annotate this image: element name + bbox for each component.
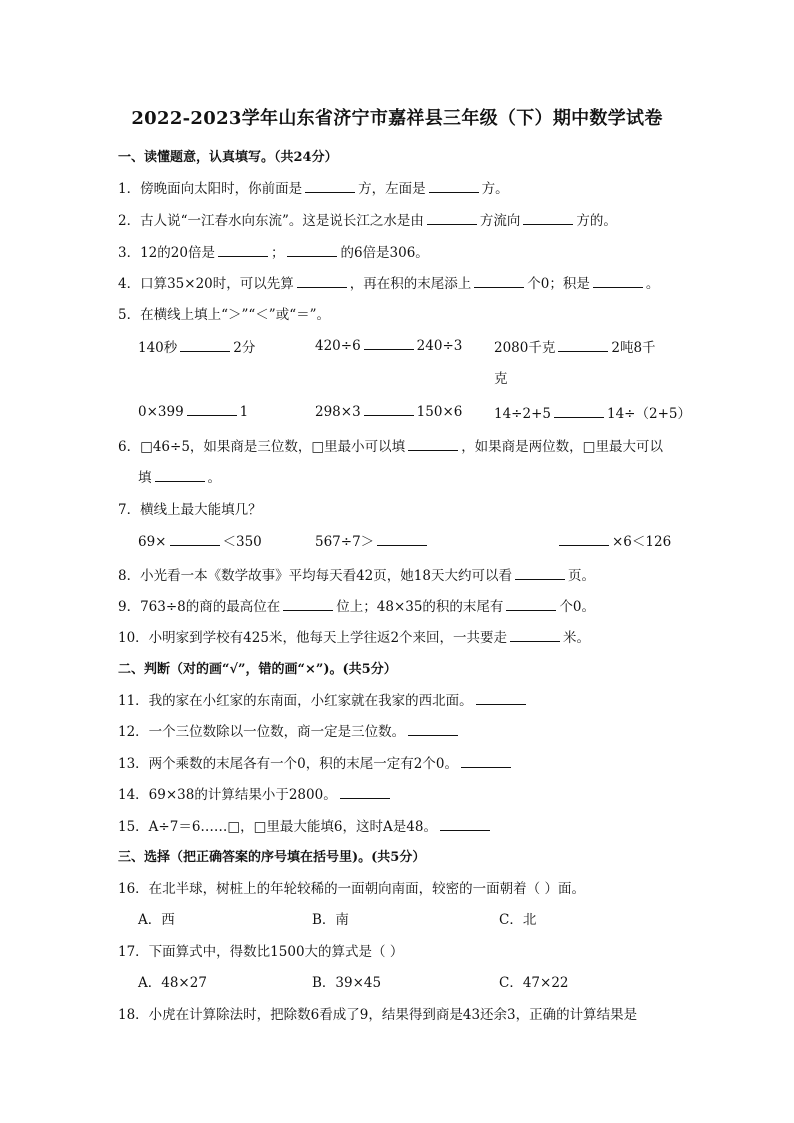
q13-text: 13．两个乘数的末尾各有一个0，积的末尾一定有2个0。 xyxy=(118,756,458,772)
question-18: 18．小虎在计算除法时，把除数6看成了9，结果得到商是43还余3，正确的计算结果是 xyxy=(118,1007,638,1023)
q2-blank-2[interactable] xyxy=(523,211,573,225)
question-6 xyxy=(118,435,663,455)
q9-text-a: 9．763÷8的商的最高位在 xyxy=(118,599,281,615)
q12-blank[interactable] xyxy=(408,722,458,736)
q3-text-c: 的6倍是306。 xyxy=(340,245,429,261)
question-8 xyxy=(118,564,595,584)
q15-text: 15．A÷7＝6……□，□里最大能填6，这时A是48。 xyxy=(118,819,437,835)
q14-blank[interactable] xyxy=(340,785,390,799)
q11-blank[interactable] xyxy=(476,691,526,705)
q14-text: 14．69×38的计算结果小于2800。 xyxy=(118,787,337,803)
question-1 xyxy=(118,177,509,197)
question-11 xyxy=(118,689,529,709)
question-12 xyxy=(118,720,461,740)
question-9 xyxy=(118,595,595,615)
q6-text-c: 填 xyxy=(138,470,152,486)
q5-item-4-right: 1 xyxy=(239,404,249,420)
q2-text-a: 2．古人说“一江春水向东流”。这是说长江之水是由 xyxy=(118,213,424,229)
q4-blank-2[interactable] xyxy=(474,274,524,288)
question-13 xyxy=(118,752,514,772)
q3-blank-1[interactable] xyxy=(218,243,268,257)
q9-text-c: 个0。 xyxy=(559,599,596,615)
q6-text-a: 6．□46÷5，如果商是三位数，□里最小可以填 xyxy=(118,439,406,455)
q5-item-2 xyxy=(315,336,462,354)
question-6-cont xyxy=(138,466,221,486)
q6-blank-1[interactable] xyxy=(408,437,458,451)
q3-text-b: ； xyxy=(270,245,285,261)
q1-text-a: 1．傍晚面向太阳时，你前面是 xyxy=(118,181,303,197)
q4-blank-3[interactable] xyxy=(593,274,643,288)
q1-text-c: 方。 xyxy=(481,181,509,197)
q2-blank-1[interactable] xyxy=(427,211,477,225)
section-1-heading: 一、读懂题意，认真填写。（共24分） xyxy=(118,150,338,165)
question-15 xyxy=(118,815,493,835)
q7-item-2 xyxy=(315,530,430,550)
q5-item-3 xyxy=(494,336,656,356)
q6-text-b: ，如果商是两位数，□里最大可以 xyxy=(461,439,663,455)
q7-item-3 xyxy=(556,530,671,550)
q5-item-6-right: 14÷（2+5） xyxy=(606,406,691,422)
section-3-heading: 三、选择（把正确答案的序号填在括号里)。(共5分） xyxy=(118,850,426,865)
q7-item-2-blank[interactable] xyxy=(377,532,427,546)
q4-text-c: 个0；积是 xyxy=(527,276,590,292)
q10-text-a: 10．小明家到学校有425米，他每天上学往返2个来回，一共要走 xyxy=(118,630,508,646)
q12-text: 12．一个三位数除以一位数，商一定是三位数。 xyxy=(118,724,406,740)
q8-blank-1[interactable] xyxy=(515,566,565,580)
q5-item-3-blank[interactable] xyxy=(558,338,608,352)
q5-item-1-blank[interactable] xyxy=(180,338,230,352)
q2-text-c: 方的。 xyxy=(576,213,617,229)
q7-item-1-blank[interactable] xyxy=(170,532,220,546)
question-7-intro: 7．横线上最大能填几？ xyxy=(118,502,262,518)
q8-text-b: 页。 xyxy=(567,568,595,584)
q5-item-5-blank[interactable] xyxy=(364,402,414,416)
question-16: 16．在北半球，树桩上的年轮较稀的一面朝向南面，较密的一面朝着（ ）面。 xyxy=(118,881,585,897)
q16-option-c[interactable]: C．北 xyxy=(499,912,537,928)
exam-title: 2022-2023学年山东省济宁市嘉祥县三年级（下）期中数学试卷 xyxy=(131,108,663,129)
q5-item-3-right: 2吨8千 xyxy=(611,340,656,356)
q7-item-2-left: 567÷7＞ xyxy=(315,534,375,550)
q11-text: 11．我的家在小红家的东南面，小红家就在我家的西北面。 xyxy=(118,693,473,709)
q9-blank-2[interactable] xyxy=(506,597,556,611)
q9-text-b: 位上；48×35的积的末尾有 xyxy=(336,599,504,615)
section-2-heading: 二、判断（对的画“√”，错的画“×”)。(共5分） xyxy=(118,662,397,677)
q5-item-1-right: 2分 xyxy=(233,340,256,356)
q17-option-b[interactable]: B．39×45 xyxy=(312,975,382,991)
q4-blank-1[interactable] xyxy=(297,274,347,288)
q10-text-b: 米。 xyxy=(563,630,591,646)
q5-item-5-right: 150×6 xyxy=(416,404,463,420)
q5-item-2-left: 420÷6 xyxy=(315,338,361,354)
q2-text-b: 方流向 xyxy=(479,213,521,229)
q9-blank-1[interactable] xyxy=(283,597,333,611)
q7-item-1-right: ＜350 xyxy=(222,534,262,550)
q5-item-2-blank[interactable] xyxy=(364,336,414,350)
question-4 xyxy=(118,272,659,292)
q16-option-a[interactable]: A．西 xyxy=(138,912,175,928)
q5-item-4-left: 0×399 xyxy=(138,404,184,420)
question-2 xyxy=(118,209,617,229)
question-5-intro: 5．在横线上填上“＞”“＜”或“＝”。 xyxy=(118,307,330,323)
q7-item-3-right: ×6＜126 xyxy=(612,534,672,550)
q17-option-a[interactable]: A．48×27 xyxy=(138,975,207,991)
q6-blank-2[interactable] xyxy=(155,468,205,482)
q3-text-a: 3．12的20倍是 xyxy=(118,245,215,261)
q4-text-a: 4．口算35×20时，可以先算 xyxy=(118,276,294,292)
q5-item-5-left: 298×3 xyxy=(315,404,361,420)
q5-item-6 xyxy=(494,402,691,422)
q5-item-3-left: 2080千克 xyxy=(494,340,556,356)
q5-item-6-blank[interactable] xyxy=(554,404,604,418)
q16-option-b[interactable]: B．南 xyxy=(312,912,349,928)
q5-item-5 xyxy=(315,402,462,420)
question-14 xyxy=(118,783,393,803)
q4-text-d: 。 xyxy=(645,276,660,292)
q5-item-1-left: 140秒 xyxy=(138,340,178,356)
q1-blank-1[interactable] xyxy=(305,179,355,193)
q1-text-b: 方，左面是 xyxy=(358,181,426,197)
q5-item-4 xyxy=(138,402,248,420)
q7-item-3-blank[interactable] xyxy=(559,532,609,546)
q5-item-6-left: 14÷2+5 xyxy=(494,406,551,422)
q5-item-1 xyxy=(138,336,255,356)
q17-option-c[interactable]: C．47×22 xyxy=(499,975,569,991)
question-3 xyxy=(118,241,429,261)
question-10 xyxy=(118,626,590,646)
q8-text-a: 8．小光看一本《数学故事》平均每天看42页，她18天大约可以看 xyxy=(118,568,512,584)
q5-item-2-right: 240÷3 xyxy=(416,338,463,354)
q7-item-1-left: 69× xyxy=(138,534,167,550)
q6-text-d: 。 xyxy=(207,470,221,486)
q13-blank[interactable] xyxy=(461,754,511,768)
q1-blank-2[interactable] xyxy=(429,179,479,193)
q4-text-b: ，再在积的末尾添上 xyxy=(349,276,472,292)
q5-item-4-blank[interactable] xyxy=(187,402,237,416)
q15-blank[interactable] xyxy=(440,817,490,831)
question-17: 17．下面算式中，得数比1500大的算式是（ ） xyxy=(118,944,404,960)
q5-item-3-wrap: 克 xyxy=(494,371,508,387)
q3-blank-2[interactable] xyxy=(287,243,337,257)
q10-blank-1[interactable] xyxy=(510,628,560,642)
q7-item-1 xyxy=(138,530,262,550)
